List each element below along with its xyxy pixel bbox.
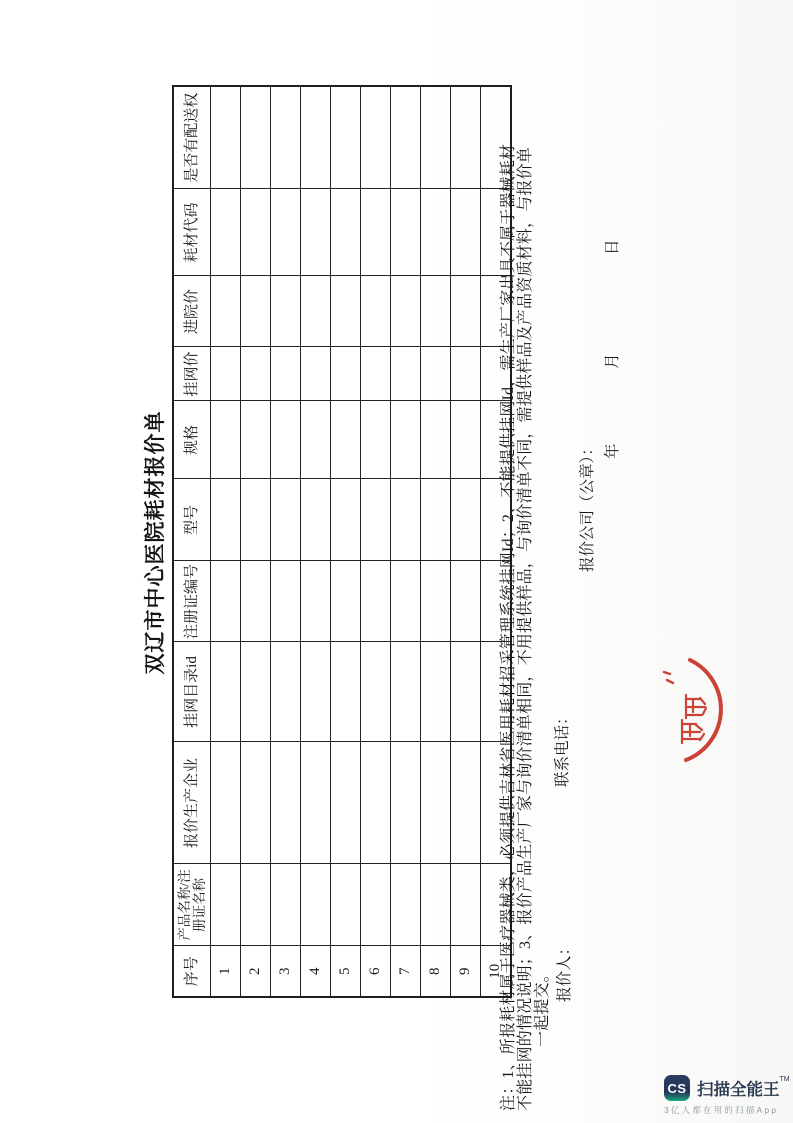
empty-cell bbox=[361, 742, 391, 864]
empty-cell bbox=[421, 347, 451, 401]
empty-cell bbox=[301, 347, 331, 401]
empty-cell bbox=[451, 864, 481, 946]
col-header-registration-no: 注册证编号 bbox=[173, 561, 211, 642]
empty-cell bbox=[451, 561, 481, 642]
empty-cell bbox=[391, 642, 421, 742]
empty-cell bbox=[391, 276, 421, 347]
empty-cell bbox=[271, 401, 301, 479]
row-number: 4 bbox=[301, 946, 331, 997]
empty-cell bbox=[211, 561, 241, 642]
empty-cell bbox=[391, 347, 421, 401]
empty-cell bbox=[211, 347, 241, 401]
row-number: 8 bbox=[421, 946, 451, 997]
trademark-mark: TM bbox=[779, 1076, 790, 1083]
empty-cell bbox=[211, 401, 241, 479]
col-header-product-name: 产品名称/注册证名称 bbox=[173, 864, 211, 946]
empty-cell bbox=[421, 189, 451, 276]
empty-cell bbox=[361, 479, 391, 561]
empty-cell bbox=[241, 189, 271, 276]
empty-cell bbox=[361, 864, 391, 946]
empty-cell bbox=[271, 276, 301, 347]
empty-cell bbox=[271, 479, 301, 561]
col-header-listing-id: 挂网目录id bbox=[173, 642, 211, 742]
col-header-hospital-price: 进院价 bbox=[173, 276, 211, 347]
empty-cell bbox=[301, 86, 331, 189]
empty-cell bbox=[451, 86, 481, 189]
empty-cell bbox=[211, 86, 241, 189]
empty-cell bbox=[301, 864, 331, 946]
row-number: 5 bbox=[331, 946, 361, 997]
empty-cell bbox=[421, 86, 451, 189]
empty-cell bbox=[331, 561, 361, 642]
empty-cell bbox=[211, 642, 241, 742]
col-header-listed-price: 挂网价 bbox=[173, 347, 211, 401]
empty-cell bbox=[301, 642, 331, 742]
empty-cell bbox=[241, 479, 271, 561]
camscanner-logo-row bbox=[664, 1075, 790, 1101]
empty-cell bbox=[331, 189, 361, 276]
row-number: 1 bbox=[211, 946, 241, 997]
empty-cell bbox=[271, 561, 301, 642]
row-number: 2 bbox=[241, 946, 271, 997]
empty-cell bbox=[391, 86, 421, 189]
empty-cell bbox=[451, 189, 481, 276]
empty-cell bbox=[241, 642, 271, 742]
empty-cell bbox=[451, 642, 481, 742]
empty-cell bbox=[271, 742, 301, 864]
empty-cell bbox=[271, 864, 301, 946]
camscanner-app-name bbox=[697, 1076, 790, 1100]
empty-cell bbox=[331, 642, 361, 742]
empty-cell bbox=[301, 401, 331, 479]
col-header-delivery-right: 是否有配送权 bbox=[173, 86, 211, 189]
empty-cell bbox=[451, 742, 481, 864]
date-day-label: 日 bbox=[604, 239, 621, 255]
col-header-model: 型号 bbox=[173, 479, 211, 561]
empty-cell bbox=[451, 479, 481, 561]
empty-cell bbox=[301, 561, 331, 642]
empty-cell bbox=[271, 347, 301, 401]
empty-cell bbox=[211, 189, 241, 276]
company-seal-stamp-icon bbox=[646, 643, 738, 767]
camscanner-logo-text: CS bbox=[667, 1080, 687, 1096]
empty-cell bbox=[241, 276, 271, 347]
col-header-material-code: 耗材代码 bbox=[173, 189, 211, 276]
empty-cell bbox=[271, 642, 301, 742]
empty-cell bbox=[301, 276, 331, 347]
row-number: 10 bbox=[481, 946, 512, 997]
empty-cell bbox=[361, 86, 391, 189]
empty-cell bbox=[451, 347, 481, 401]
col-header-seq: 序号 bbox=[173, 946, 211, 997]
quoting-company-label: 报价公司（公章）： bbox=[579, 440, 596, 572]
empty-cell bbox=[421, 742, 451, 864]
table-row bbox=[241, 86, 271, 997]
empty-cell bbox=[271, 189, 301, 276]
empty-cell bbox=[241, 864, 271, 946]
empty-cell bbox=[301, 742, 331, 864]
empty-cell bbox=[361, 189, 391, 276]
empty-cell bbox=[211, 864, 241, 946]
empty-cell bbox=[301, 479, 331, 561]
empty-cell bbox=[361, 276, 391, 347]
empty-cell bbox=[331, 864, 361, 946]
empty-cell bbox=[331, 479, 361, 561]
empty-cell bbox=[451, 276, 481, 347]
empty-cell bbox=[391, 189, 421, 276]
quotation-table bbox=[172, 85, 512, 998]
date-year-label: 年 bbox=[604, 443, 621, 459]
row-number: 3 bbox=[271, 946, 301, 997]
empty-cell bbox=[421, 276, 451, 347]
empty-cell bbox=[391, 561, 421, 642]
table-header-row bbox=[173, 86, 211, 997]
empty-cell bbox=[331, 401, 361, 479]
contact-phone-label: 联系电话： bbox=[554, 709, 571, 787]
row-number: 7 bbox=[391, 946, 421, 997]
empty-cell bbox=[241, 347, 271, 401]
table-row bbox=[301, 86, 331, 997]
table-row bbox=[451, 86, 481, 997]
col-header-manufacturer: 报价生产企业 bbox=[173, 742, 211, 864]
quoter-label: 报价人： bbox=[556, 939, 573, 1002]
empty-cell bbox=[421, 642, 451, 742]
table-row bbox=[421, 86, 451, 997]
table-row bbox=[211, 86, 241, 997]
camscanner-app-name-text: 扫描全能王 bbox=[697, 1081, 780, 1099]
empty-cell bbox=[391, 742, 421, 864]
empty-cell bbox=[271, 86, 301, 189]
table-row bbox=[391, 86, 421, 997]
page-title: 双辽市中心医院耗材报价单 bbox=[143, 410, 167, 675]
table-row bbox=[271, 86, 301, 997]
empty-cell bbox=[421, 561, 451, 642]
empty-cell bbox=[451, 401, 481, 479]
date-month-label: 月 bbox=[604, 353, 621, 369]
empty-cell bbox=[391, 864, 421, 946]
camscanner-logo-icon bbox=[664, 1075, 690, 1101]
empty-cell bbox=[241, 742, 271, 864]
row-number: 6 bbox=[361, 946, 391, 997]
empty-cell bbox=[421, 864, 451, 946]
row-number: 9 bbox=[451, 946, 481, 997]
empty-cell bbox=[241, 86, 271, 189]
empty-cell bbox=[331, 86, 361, 189]
note-line-3: 一起提交。 bbox=[534, 965, 551, 1047]
empty-cell bbox=[361, 347, 391, 401]
empty-cell bbox=[331, 347, 361, 401]
camscanner-tagline: 3亿人都在用的扫描App bbox=[664, 1105, 779, 1115]
empty-cell bbox=[331, 742, 361, 864]
empty-cell bbox=[211, 742, 241, 864]
empty-cell bbox=[361, 561, 391, 642]
empty-cell bbox=[241, 401, 271, 479]
note-line-2: 不能挂网的情况说明；3、报价产品生产厂家与询价清单相同，不用提供样品，与询价清单不同，需提供样品及产品资质材料，与报价单 bbox=[517, 146, 534, 1111]
empty-cell bbox=[421, 401, 451, 479]
empty-cell bbox=[361, 642, 391, 742]
empty-cell bbox=[331, 276, 361, 347]
empty-cell bbox=[391, 401, 421, 479]
empty-cell bbox=[391, 479, 421, 561]
camscanner-watermark bbox=[664, 1075, 790, 1116]
empty-cell bbox=[241, 561, 271, 642]
table-row bbox=[331, 86, 361, 997]
empty-cell bbox=[361, 401, 391, 479]
empty-cell bbox=[421, 479, 451, 561]
empty-cell bbox=[211, 276, 241, 347]
empty-cell bbox=[211, 479, 241, 561]
note-line-1: 注：1、所报耗材属于医疗器械类，必须提供吉林省医用耗材招采管理系统挂网Id；2、不能提供挂网Id，需生产厂家出具不属于器械耗材 bbox=[500, 143, 517, 1111]
col-header-spec: 规格 bbox=[173, 401, 211, 479]
table-row bbox=[361, 86, 391, 997]
empty-cell bbox=[301, 189, 331, 276]
